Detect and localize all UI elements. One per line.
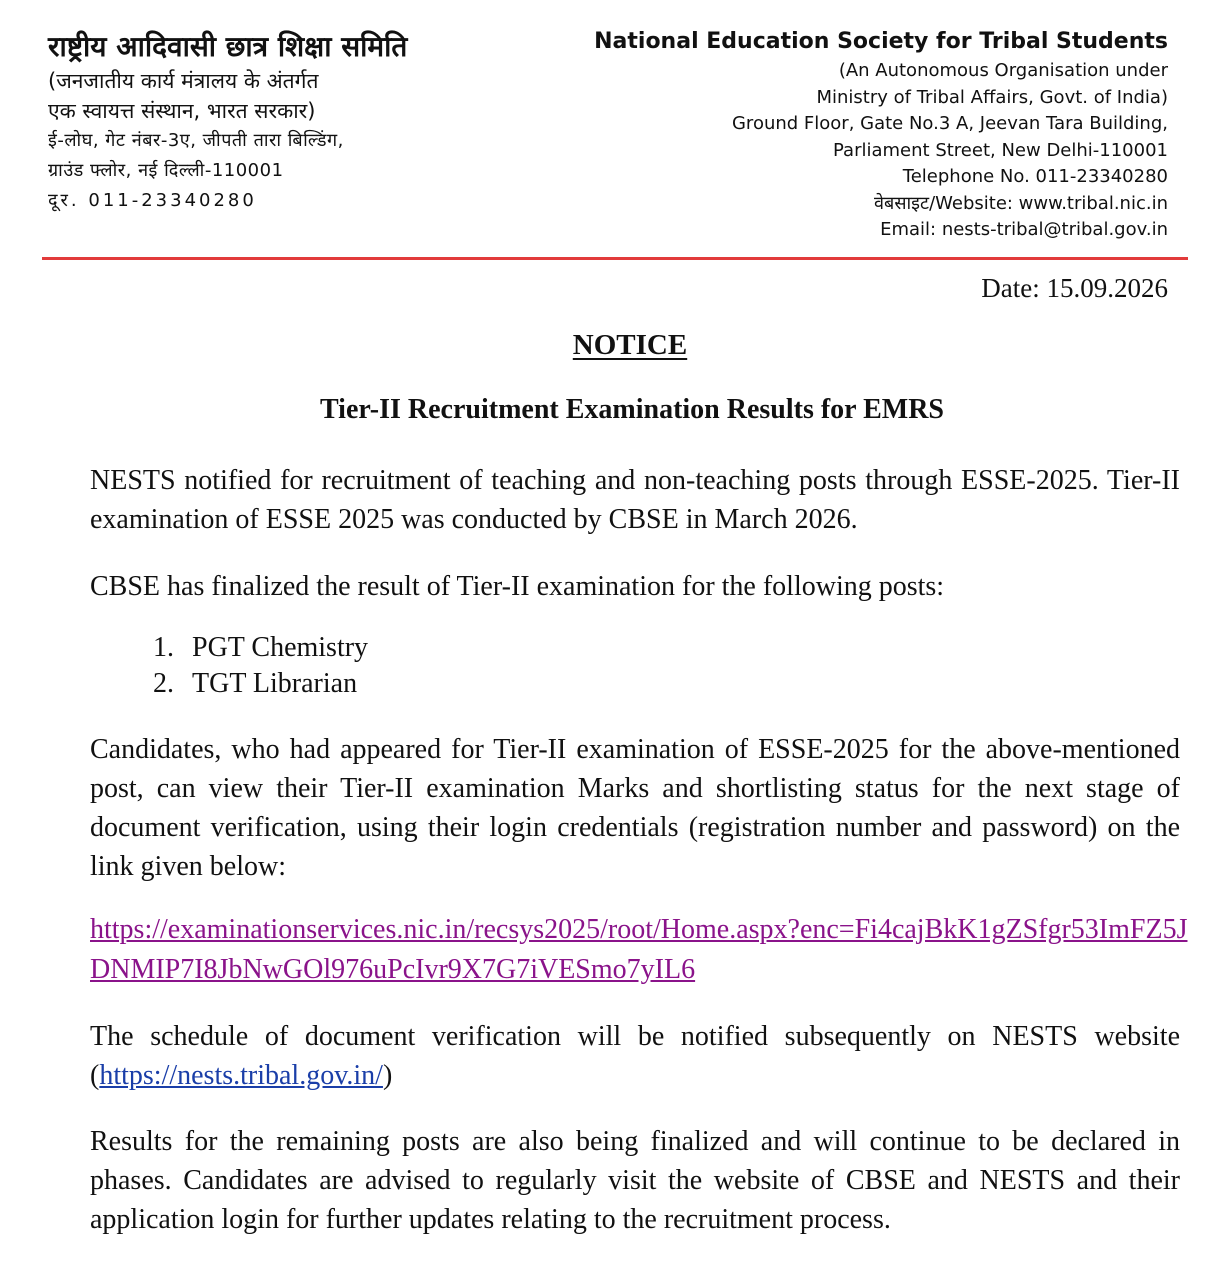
posts-list	[90, 630, 990, 702]
schedule-text-end: )	[382, 1060, 393, 1091]
list-item-text: PGT Chemistry	[192, 632, 369, 663]
nests-website-link[interactable]: https://nests.tribal.gov.in/	[99, 1060, 383, 1091]
english-address-2: Parliament Street, New Delhi-110001	[833, 139, 1168, 161]
hindi-address-1: ई-लोघ, गेट नंबर-3ए, जीपती तारा बिल्डिंग,	[48, 130, 344, 151]
letterhead-hindi	[48, 28, 568, 216]
english-address-1: Ground Floor, Gate No.3 A, Jeevan Tara Building,	[731, 113, 1168, 134]
hindi-phone: दूर. 011-23340280	[48, 190, 257, 211]
list-item	[90, 666, 990, 702]
hindi-line-1: (जनजातीय कार्य मंत्रालय के अंतर्गत	[48, 69, 319, 93]
notice-title: NOTICE	[572, 329, 688, 361]
english-email: Email: nests-tribal@tribal.gov.in	[880, 219, 1168, 240]
hindi-line-2: एक स्वायत्त संस्थान, भारत सरकार)	[48, 99, 316, 123]
list-item-number: 2.	[153, 668, 174, 699]
hindi-address-2: ग्राउंड फ्लोर, नई दिल्ली-110001	[48, 160, 284, 181]
paragraph-candidates: Candidates, who had appeared for Tier-II examination of ESSE-2025 for the above-mentioned post, can view their Tier-II examination Marks and shortlisting status for the next stage of document verification, using their login credentials (registration number and password) on the link given below:	[90, 734, 1180, 882]
letterhead-english	[528, 26, 1168, 244]
list-item	[90, 630, 990, 666]
hindi-org-name: राष्ट्रीय आदिवासी छात्र शिक्षा समिति	[48, 30, 408, 63]
result-link[interactable]: https://examinationservices.nic.in/recsys2025/root/Home.aspx?enc=Fi4cajBkK1gZSfgr53ImFZ5JDNMIP7I8JbNwGOl976uPcIvr9X7G7iVESmo7yIL6	[90, 914, 1188, 985]
paragraph-remaining-results: Results for the remaining posts are also being finalized and will continue to be declared in phases. Candidates are advised to regularly visit the website of CBSE and NESTS and their application login for further updates relating to the recruitment process.	[90, 1126, 1180, 1235]
list-item-text: TGT Librarian	[192, 668, 358, 699]
notice-subject: Tier-II Recruitment Examination Results for EMRS	[320, 394, 944, 425]
english-website: वेबसाइट/Website: www.tribal.nic.in	[874, 192, 1168, 214]
english-line-2: Ministry of Tribal Affairs, Govt. of India)	[816, 86, 1168, 108]
paragraph-intro: NESTS notified for recruitment of teaching and non-teaching posts through ESSE-2025. Tier-II examination of ESSE 2025 was conducted by CBSE in March 2026.	[90, 465, 1180, 535]
paragraph-schedule	[90, 1017, 1180, 1095]
notice-date: Date: 15.09.2026	[981, 273, 1168, 303]
schedule-text: The schedule of document verification will be notified subsequently on NESTS website (	[90, 1021, 1180, 1091]
paragraph-posts-intro: CBSE has finalized the result of Tier-II examination for the following posts:	[90, 571, 945, 602]
list-item-number: 1.	[153, 632, 174, 663]
english-line-1: (An Autonomous Organisation under	[838, 60, 1168, 81]
english-telephone: Telephone No. 011-23340280	[902, 166, 1168, 187]
english-org-name: National Education Society for Tribal Students	[594, 29, 1168, 54]
letterhead-divider	[42, 257, 1188, 260]
